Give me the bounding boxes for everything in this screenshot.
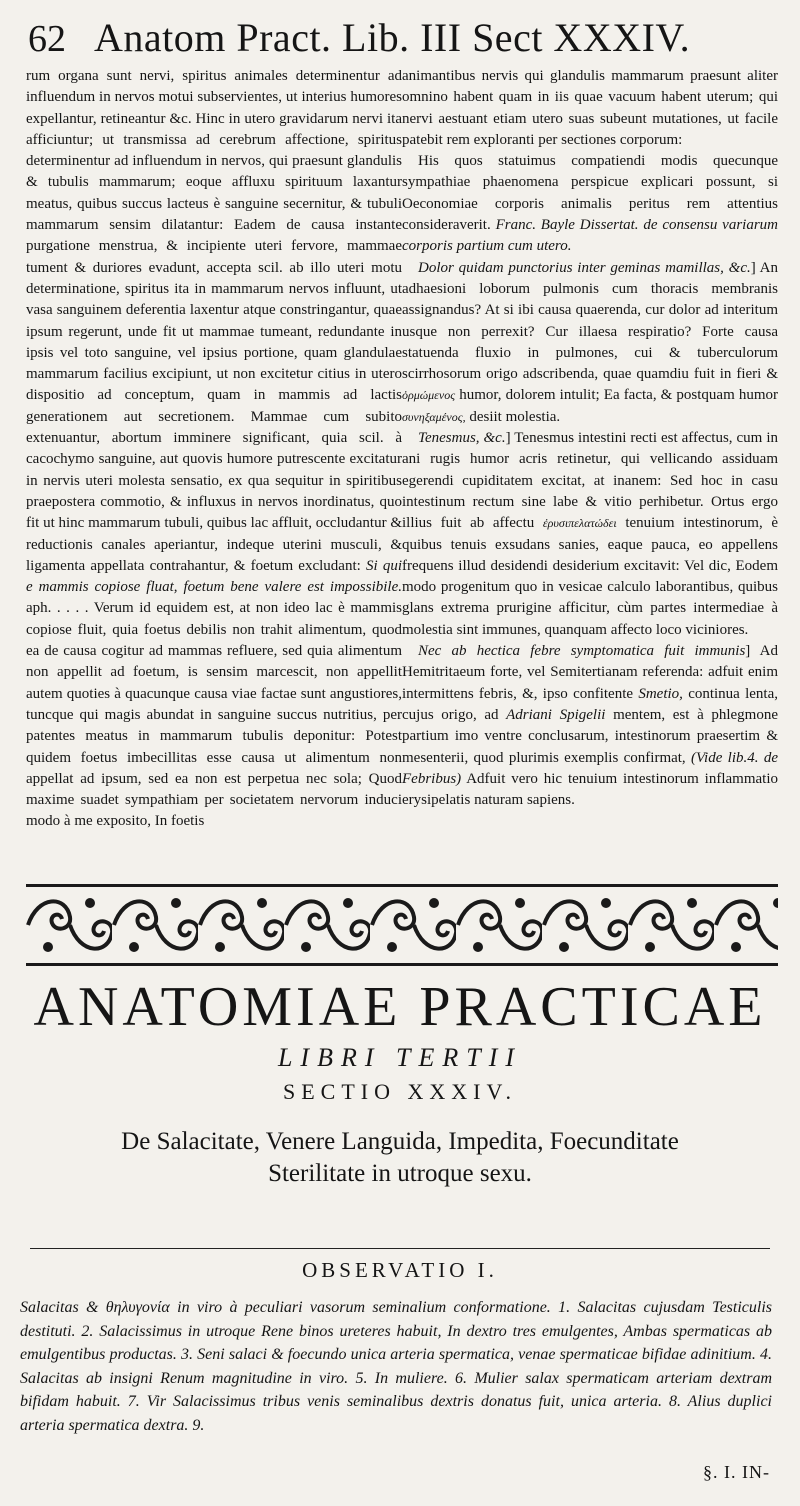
two-column-text bbox=[26, 66, 778, 866]
left-column bbox=[26, 66, 402, 866]
title-sectio: SECTIO XXXIV. bbox=[282, 1079, 518, 1104]
title-main: ANATOMIAE PRACTICAE bbox=[33, 976, 767, 1038]
right-paragraph-4: Tenesmus, &c.] Tenesmus intestini recti est affectus, cum in ani rugis humor acris retinetur, qui vellicando assiduam egerendi cupiditatem excitat, at inanem: Sed hoc in casu intestinum rectum sine labe & vitio perhibetur. Ortus ergo illius fuit ab affectu ἐρυσιπελατώδει tenuium intestinorum, è quibus tenuis exsudans sanies, eaque pauca, eo appellens frequens illud desidendi desiderium excitavit: Vel dic, Eodem modo progenitum quo in vesicae calculo laborantibus, quibus glans extrema prurigine afficitur, cùm partes intermediae à molestia sint immunes, quanquam affecto loco viciniores. bbox=[402, 430, 778, 638]
right-column bbox=[402, 66, 778, 866]
greek-word: συνηξαμένος, bbox=[402, 409, 466, 424]
lemma: Nec ab hectica febre symptomatica fuit immunis bbox=[418, 643, 746, 660]
observatio-summary: Salacitas & θηλυγονία in viro à peculiari vasorum seminalium conformatione. 1. Salacitas cujusdam Testiculis destituti. 2. Salacissimus in utroque Rene binos ureteres habuit, In dextro tres emulgentes, Ambas spermaticas ab emulgentibus productas. 3. Seni salaci & foecundo unica arteria spermatica, venae spermaticae bifidae adinitium. 4. Salacitas ab insigni Renum magnitudine in viro. 5. In muliere. 6. Mulier salax spermaticam arteriam dextram bifidam habuit. 7. Vir Salacissimus tribus venis seminalibus dextris donatus fuit, unica arteria. 8. Alius duplici arteria spermatica dextra. 9. bbox=[20, 1299, 772, 1434]
title-libri: LIBRI TERTII bbox=[277, 1043, 523, 1072]
scroll-ornament-icon bbox=[26, 884, 778, 966]
greek-word: ἐρυσιπελατώδει bbox=[542, 516, 617, 531]
lemma: Tenesmus, &c. bbox=[418, 430, 506, 447]
person-name: Smetio, bbox=[638, 685, 683, 702]
observatio-heading: OBSERVATIO I. bbox=[302, 1258, 498, 1282]
person-name: Adriani Spigelii bbox=[506, 706, 606, 723]
horizontal-rule bbox=[30, 1248, 770, 1249]
section-subtitle: De Salacitate, Venere Languida, Impedita, Foecunditate Sterilitate in utroque sexu. bbox=[121, 1128, 679, 1187]
reference: (Vide lib.4. de Febribus) bbox=[402, 749, 778, 787]
section-title-block bbox=[0, 976, 800, 1190]
left-paragraph: rum organa sunt nervi, spiritus animales determinentur ad influendum in nervos motui subservientes, ut interius humores expellantur, retineantur &c. Hinc in utero gravidarum nervi ita afficiuntur; ut transmissa ad cerebrum affectione, spiritus determinentur ad influendum in nervos, qui praesunt glandulis & tubulis mammarum; eoque affluxu spirituum laxantur meatus, quibus succus lacteus è sanguine secernitur, & tubuli mammarum sensim dilatantur: Eadem de causa instante purgatione menstrua, & incipiente uteri fervore, mammae tument & duriores evadunt, accepta scil. ab illo uteri motu determinatione, spiritus ita in mammarum nervos influunt, ut vasa sanguinem deferentia laxentur atque constringantur, quae ipsum regerunt, unde fit ut mammae tumeant, redundante in ipsis vel toto sanguine, vel ipsius portione, quam glandulae mammarum facilius excipiunt, ut non excitetur citius in utero dispositio ad conceptum, quam in mammis ad lactis generationem aut secretionem. Mammae cum subito extenuantur, abortum imminere significant, quia scil. à cacochymo sanguine, aut quovis humore putrescente excitatur in nervis uteri molesta sensatio, ex qua sequitur in spiritibus praepostera commotio, & influxus in nervos inordinatus, quo fit ut hinc mammarum tubuli, quibus lac affluit, occludantur & reductionis canales aperiantur, indeque uterini musculi, & ligamenta appellata contrahantur, & foetum excludant: Si qui e mammis copiose fluat, foetum bene valere est impossibile. aph. . . . . Verum id equidem est, at non ideo lac è mammis copiose fluit, quia foetus debilis non trahit alimentum, quod ea de causa cogitur ad mammas refluere, sed quia alimentum non appellit ad foetum, is sensim marcescit, non appellit autem quoties à quacunque causa viae factae sunt angustiores, tuncque qui magis abundat in sanguine succus nutritius, per patentes meatus in mammarum tubulis deponitur: Potest quidem foetus imbecillitas esse causa ut alimentum non appellat ad ipsum, sed ea non est perpetua nec sola; Quod maxime suadet sympathiam per societatem nervorum induci modo à me exposito, In foetis bbox=[26, 68, 402, 830]
lemma: Dolor quidam punctorius inter geminas mamillas, &c. bbox=[418, 259, 751, 276]
catchword: §. I. IN- bbox=[703, 1462, 770, 1482]
aphorism-quote: Si qui e mammis copiose fluat, foetum bene valere est impossibile. bbox=[26, 557, 402, 596]
right-paragraph-1: animantibus nervis qui glandulis mammarum praesunt aliter omnino habent quam in iis quae vacuum habent uterum; qui nervi aestuant etiam utero suas subeunt mutationes, ut facile patebit rem exploranti per sectiones corporum: bbox=[402, 68, 778, 148]
page-number: 62 bbox=[28, 18, 66, 60]
right-paragraph-2: His quos statuimus compatiendi modis quecunque sympathiae phaenomena perspicue explicari possunt, si Oeconomiae corporis animalis peritus rem attentius consideraverit. Franc. Bayle Dissertat. de consensu variarum corporis partium cum utero. bbox=[402, 153, 778, 255]
running-title: Anatom Pract. Lib. III Sect XXXIV. bbox=[94, 15, 691, 60]
running-head bbox=[28, 14, 728, 68]
right-paragraph-3: Dolor quidam punctorius inter geminas mamillas, &c.] An adhaesioni loborum pulmonis cum thoracis membranis assignandus? At si ibi causa quaerenda, cur dolor ad interitum usque non perrexit? Cur illaesa respiratio? Forte causa statuenda fluxio in pulmones, cui & tuberculorum scirrhosorum origo adscribenda, quae quamdiu fuit in fieri & ὁρμώμενος humor, dolorem intulit; Ea facta, & postquam humor συνηξαμένος, desiit molestia. bbox=[402, 259, 778, 425]
right-paragraph-5: Nec ab hectica febre symptomatica fuit immunis] Ad Hemitritaeum forte, vel Semitertianam referenda: adfuit enim intermittens febris, &, ipso confitente Smetio, continua lenta, cujus origo, ad Adriani Spigelii mentem, est à phlegmone partium imo ventre conclusarum, intestinorum praesertim & mesenterii, quod plurimis exemplis confirmat, (Vide lib.4. de Febribus) Adfuit vero hic tenuium intestinorum inflammatio erysipelatis naturam sapiens. bbox=[402, 643, 778, 809]
greek-word: ὁρμώμενος bbox=[402, 388, 456, 403]
citation: Franc. Bayle Dissertat. de consensu variarum corporis partium cum utero. bbox=[402, 217, 778, 255]
